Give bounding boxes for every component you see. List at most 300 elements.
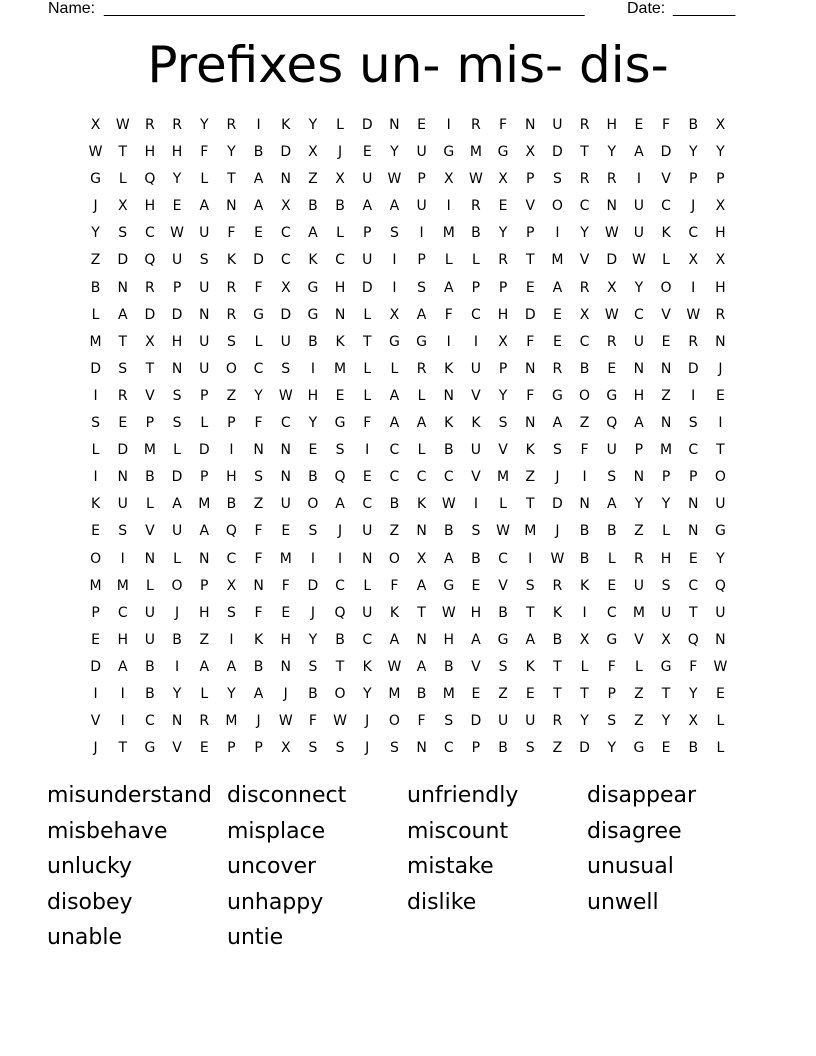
grid-letter: E bbox=[254, 225, 263, 242]
grid-letter: V bbox=[634, 631, 644, 648]
grid-letter: R bbox=[606, 171, 617, 188]
grid-letter: E bbox=[91, 523, 100, 540]
grid-letter: B bbox=[606, 523, 617, 540]
grid-letter: T bbox=[362, 333, 372, 350]
grid-letter: C bbox=[280, 252, 291, 269]
grid-letter: D bbox=[171, 469, 183, 486]
grid-letter: I bbox=[528, 550, 533, 567]
grid-letter: Q bbox=[144, 171, 156, 188]
grid-letter: F bbox=[444, 306, 453, 323]
grid-letter: T bbox=[553, 685, 562, 702]
grid-letter: S bbox=[118, 523, 128, 540]
grid-letter: S bbox=[226, 604, 236, 621]
grid-letter: C bbox=[253, 360, 264, 377]
grid-letter: C bbox=[498, 550, 508, 567]
grid-letter: V bbox=[145, 523, 155, 540]
grid-letter: R bbox=[199, 713, 210, 730]
grid-letter: M bbox=[497, 469, 510, 486]
grid-letter: A bbox=[253, 198, 264, 215]
grid-letter: A bbox=[199, 198, 210, 215]
grid-letter: B bbox=[145, 469, 155, 486]
grid-letter: L bbox=[254, 333, 263, 350]
grid-letter: P bbox=[227, 415, 236, 432]
grid-letter: V bbox=[579, 252, 590, 269]
grid-letter: S bbox=[281, 360, 291, 377]
grid-letter: Y bbox=[498, 387, 508, 404]
grid-letter: L bbox=[91, 306, 100, 323]
grid-letter: U bbox=[171, 252, 183, 269]
grid-letter: G bbox=[90, 171, 101, 188]
grid-letter: R bbox=[226, 117, 237, 133]
grid-letter: S bbox=[688, 415, 698, 432]
grid-letter: B bbox=[172, 631, 182, 648]
grid-letter: W bbox=[686, 306, 701, 323]
grid-letter: S bbox=[525, 577, 535, 594]
grid-letter: P bbox=[689, 469, 698, 486]
grid-letter: K bbox=[362, 658, 372, 675]
grid-letter: F bbox=[689, 658, 698, 675]
grid-letter: I bbox=[473, 333, 478, 350]
grid-letter: G bbox=[334, 415, 346, 432]
grid-letter: A bbox=[416, 577, 427, 594]
word-bank-item: disagree bbox=[587, 818, 682, 844]
grid-letter: U bbox=[525, 713, 536, 730]
grid-letter: O bbox=[551, 198, 563, 215]
grid-letter: A bbox=[389, 631, 400, 648]
grid-letter: W bbox=[88, 144, 103, 161]
grid-letter: Z bbox=[253, 496, 264, 513]
grid-letter: E bbox=[335, 387, 345, 404]
grid-letter: S bbox=[172, 387, 182, 404]
grid-letter: X bbox=[145, 333, 155, 350]
grid-letter: S bbox=[498, 658, 508, 675]
grid-letter: V bbox=[525, 198, 536, 215]
grid-letter: L bbox=[200, 415, 209, 432]
grid-letter: L bbox=[444, 252, 453, 269]
grid-letter: G bbox=[307, 306, 319, 323]
grid-letter: I bbox=[93, 469, 98, 486]
grid-letter: R bbox=[688, 333, 699, 350]
grid-letter: L bbox=[716, 740, 725, 757]
grid-letter: I bbox=[392, 252, 397, 269]
grid-letter: U bbox=[199, 360, 210, 377]
grid-letter: T bbox=[118, 740, 128, 757]
grid-letter: N bbox=[606, 198, 617, 215]
grid-letter: M bbox=[660, 442, 673, 459]
grid-letter: L bbox=[472, 252, 480, 269]
grid-letter: D bbox=[280, 144, 292, 161]
grid-letter: X bbox=[416, 550, 427, 567]
grid-letter: F bbox=[607, 658, 616, 675]
grid-letter: S bbox=[172, 415, 182, 432]
grid-letter: Z bbox=[579, 415, 590, 432]
grid-letter: C bbox=[579, 333, 590, 350]
grid-letter: A bbox=[552, 279, 563, 296]
grid-letter: E bbox=[281, 523, 291, 540]
grid-letter: A bbox=[308, 225, 318, 242]
grid-letter: N bbox=[280, 442, 291, 459]
grid-letter: O bbox=[660, 279, 672, 296]
grid-letter: N bbox=[633, 360, 645, 377]
word-bank-item: misbehave bbox=[47, 818, 168, 844]
grid-letter: O bbox=[171, 577, 183, 594]
grid-letter: Y bbox=[308, 631, 318, 648]
grid-letter: L bbox=[716, 713, 725, 730]
grid-letter: L bbox=[146, 577, 154, 594]
page-title: Prefixes un- mis- dis- bbox=[147, 36, 669, 94]
grid-letter: R bbox=[471, 117, 481, 133]
grid-letter: J bbox=[365, 740, 370, 757]
grid-letter: O bbox=[579, 387, 591, 404]
grid-letter: S bbox=[254, 469, 264, 486]
grid-letter: U bbox=[199, 279, 210, 296]
grid-letter: N bbox=[416, 740, 427, 757]
grid-letter: N bbox=[171, 360, 183, 377]
grid-letter: S bbox=[552, 442, 562, 459]
grid-letter: E bbox=[552, 333, 562, 350]
grid-letter: E bbox=[715, 387, 725, 404]
grid-letter: T bbox=[118, 333, 128, 350]
grid-letter: U bbox=[633, 198, 645, 215]
grid-letter: B bbox=[308, 685, 318, 702]
grid-letter: H bbox=[334, 279, 346, 296]
grid-letter: V bbox=[661, 171, 671, 188]
grid-letter: M bbox=[442, 225, 455, 242]
grid-letter: Z bbox=[661, 387, 671, 404]
grid-letter: U bbox=[171, 523, 183, 540]
grid-letter: L bbox=[635, 658, 643, 675]
grid-letter: Z bbox=[634, 713, 644, 730]
grid-letter: S bbox=[498, 415, 508, 432]
grid-letter: U bbox=[715, 496, 726, 513]
grid-letter: C bbox=[661, 198, 671, 215]
grid-letter: O bbox=[388, 550, 400, 567]
grid-letter: B bbox=[335, 198, 345, 215]
grid-letter: R bbox=[552, 577, 563, 594]
grid-letter: T bbox=[118, 144, 128, 161]
grid-letter: U bbox=[362, 604, 373, 621]
grid-letter: U bbox=[552, 117, 563, 133]
grid-letter: Y bbox=[498, 225, 508, 242]
grid-letter: N bbox=[389, 117, 400, 133]
grid-letter: D bbox=[552, 496, 563, 513]
grid-letter: O bbox=[307, 496, 319, 513]
grid-letter: M bbox=[279, 550, 292, 567]
grid-letter: Z bbox=[525, 469, 536, 486]
grid-letter: C bbox=[362, 496, 373, 513]
word-bank-item: unfriendly bbox=[407, 783, 519, 808]
header-row bbox=[48, 0, 748, 20]
word-bank-item: uncover bbox=[227, 854, 317, 879]
grid-letter: R bbox=[416, 360, 427, 377]
word-bank bbox=[47, 778, 767, 956]
word-bank-item: mistake bbox=[407, 854, 494, 879]
grid-letter: S bbox=[389, 740, 399, 757]
grid-letter: Z bbox=[199, 631, 210, 648]
grid-letter: I bbox=[310, 550, 315, 567]
grid-letter: E bbox=[91, 631, 100, 648]
grid-letter: A bbox=[443, 279, 454, 296]
grid-letter: P bbox=[498, 279, 508, 296]
grid-letter: N bbox=[660, 360, 672, 377]
grid-letter: T bbox=[525, 252, 535, 269]
grid-letter: M bbox=[198, 496, 211, 513]
grid-letter: J bbox=[555, 523, 560, 540]
grid-letter: D bbox=[470, 713, 482, 730]
grid-letter: L bbox=[363, 577, 372, 594]
grid-letter: U bbox=[362, 523, 373, 540]
grid-letter: K bbox=[661, 225, 671, 242]
grid-letter: T bbox=[553, 658, 562, 675]
grid-letter: D bbox=[552, 144, 563, 161]
grid-letter: R bbox=[552, 713, 563, 730]
grid-letter: F bbox=[526, 387, 535, 404]
grid-letter: U bbox=[633, 333, 645, 350]
grid-letter: I bbox=[446, 198, 451, 215]
grid-letter: K bbox=[552, 604, 562, 621]
grid-letter: I bbox=[419, 225, 424, 242]
grid-letter: K bbox=[444, 415, 454, 432]
grid-letter: Y bbox=[172, 171, 182, 188]
grid-letter: E bbox=[172, 198, 182, 215]
grid-letter: C bbox=[443, 469, 454, 486]
grid-letter: Y bbox=[390, 144, 399, 161]
grid-letter: X bbox=[715, 117, 726, 133]
grid-letter: D bbox=[280, 306, 292, 323]
grid-letter: Y bbox=[227, 685, 236, 702]
grid-letter: T bbox=[525, 604, 535, 621]
word-bank-item: unhappy bbox=[227, 889, 324, 915]
grid-letter: A bbox=[389, 415, 400, 432]
grid-letter: O bbox=[90, 550, 102, 567]
grid-letter: R bbox=[226, 279, 237, 296]
grid-letter: C bbox=[471, 306, 481, 323]
grid-letter: G bbox=[144, 740, 156, 757]
grid-letter: B bbox=[579, 550, 590, 567]
grid-letter: C bbox=[280, 225, 291, 242]
grid-letter: A bbox=[606, 496, 617, 513]
grid-letter: M bbox=[143, 442, 156, 459]
grid-letter: P bbox=[91, 604, 100, 621]
grid-letter: X bbox=[688, 252, 699, 269]
grid-letter: X bbox=[498, 333, 508, 350]
grid-letter: T bbox=[145, 360, 155, 377]
grid-letter: B bbox=[579, 523, 590, 540]
grid-letter: U bbox=[362, 252, 373, 269]
grid-letter: I bbox=[392, 279, 397, 296]
grid-letter: S bbox=[118, 360, 128, 377]
grid-letter: B bbox=[471, 550, 481, 567]
grid-letter: P bbox=[661, 469, 671, 486]
grid-letter: W bbox=[387, 658, 402, 675]
grid-letter: R bbox=[172, 117, 182, 133]
grid-letter: B bbox=[471, 225, 481, 242]
grid-letter: J bbox=[283, 685, 288, 702]
grid-letter: I bbox=[718, 415, 723, 432]
grid-letter: C bbox=[145, 225, 155, 242]
grid-letter: W bbox=[278, 387, 293, 404]
grid-letter: N bbox=[688, 496, 699, 513]
grid-letter: S bbox=[118, 225, 128, 242]
grid-letter: B bbox=[416, 685, 427, 702]
grid-letter: N bbox=[280, 469, 291, 486]
grid-letter: P bbox=[200, 387, 209, 404]
grid-letter: I bbox=[120, 713, 125, 730]
grid-letter: X bbox=[280, 279, 291, 296]
grid-letter: K bbox=[579, 577, 590, 594]
grid-letter: F bbox=[254, 550, 263, 567]
date-label: Date: bbox=[627, 0, 666, 17]
grid-letter: U bbox=[470, 442, 482, 459]
grid-letter: P bbox=[145, 415, 155, 432]
grid-letter: J bbox=[365, 713, 370, 730]
grid-letter: C bbox=[362, 631, 373, 648]
grid-letter: H bbox=[198, 604, 210, 621]
grid-letter: G bbox=[714, 523, 726, 540]
grid-letter: I bbox=[93, 387, 98, 404]
grid-letter: A bbox=[634, 144, 644, 161]
grid-letter: S bbox=[417, 279, 427, 296]
grid-letter: P bbox=[607, 685, 616, 702]
grid-letter: U bbox=[470, 360, 482, 377]
grid-letter: H bbox=[497, 306, 509, 323]
grid-letter: M bbox=[334, 360, 347, 377]
grid-letter: B bbox=[308, 333, 318, 350]
grid-letter: I bbox=[338, 550, 343, 567]
grid-letter: X bbox=[90, 117, 101, 133]
grid-letter: Y bbox=[688, 144, 698, 161]
grid-letter: R bbox=[471, 198, 481, 215]
grid-letter: J bbox=[93, 198, 98, 215]
grid-letter: X bbox=[715, 252, 726, 269]
grid-letter: U bbox=[497, 713, 509, 730]
grid-letter: B bbox=[226, 496, 237, 513]
grid-letter: K bbox=[389, 604, 399, 621]
grid-letter: B bbox=[335, 631, 345, 648]
grid-letter: D bbox=[660, 144, 672, 161]
grid-letter: X bbox=[579, 631, 590, 648]
grid-letter: J bbox=[175, 604, 180, 621]
grid-letter: B bbox=[90, 279, 101, 296]
grid-letter: H bbox=[144, 198, 156, 215]
grid-letter: G bbox=[660, 658, 672, 675]
grid-letter: N bbox=[199, 306, 210, 323]
grid-letter: P bbox=[200, 577, 209, 594]
grid-letter: Y bbox=[172, 685, 182, 702]
grid-letter: I bbox=[446, 117, 451, 133]
grid-letter: L bbox=[417, 387, 426, 404]
grid-letter: C bbox=[226, 550, 237, 567]
grid-letter: N bbox=[226, 198, 237, 215]
grid-letter: P bbox=[254, 740, 263, 757]
grid-letter: W bbox=[496, 523, 510, 540]
grid-letter: W bbox=[550, 550, 565, 567]
grid-letter: N bbox=[334, 306, 346, 323]
grid-letter: I bbox=[120, 550, 125, 567]
grid-letter: F bbox=[308, 713, 317, 730]
grid-letter: R bbox=[579, 279, 590, 296]
grid-letter: Z bbox=[634, 523, 644, 540]
grid-letter: A bbox=[172, 496, 182, 513]
grid-letter: N bbox=[144, 550, 156, 567]
grid-letter: B bbox=[688, 117, 699, 133]
grid-letter: V bbox=[498, 577, 508, 594]
grid-letter: L bbox=[336, 117, 344, 133]
grid-letter: A bbox=[335, 496, 345, 513]
grid-letter: F bbox=[390, 577, 399, 594]
grid-letter: F bbox=[363, 415, 372, 432]
grid-letter: B bbox=[443, 523, 454, 540]
grid-letter: A bbox=[471, 631, 481, 648]
grid-letter: E bbox=[661, 333, 671, 350]
grid-letter: U bbox=[199, 333, 210, 350]
grid-letter: I bbox=[365, 442, 370, 459]
grid-letter: E bbox=[552, 306, 562, 323]
grid-letter: X bbox=[280, 198, 291, 215]
grid-letter: Y bbox=[716, 550, 725, 567]
grid-letter: R bbox=[579, 117, 590, 133]
grid-letter: J bbox=[310, 604, 315, 621]
grid-letter: S bbox=[444, 713, 454, 730]
grid-letter: B bbox=[308, 198, 318, 215]
grid-letter: M bbox=[388, 685, 401, 702]
grid-letter: I bbox=[555, 225, 560, 242]
grid-letter: A bbox=[117, 658, 128, 675]
grid-letter: A bbox=[389, 387, 400, 404]
grid-letter: Y bbox=[308, 415, 318, 432]
grid-letter: G bbox=[551, 387, 563, 404]
grid-letter: Y bbox=[634, 496, 644, 513]
grid-letter: T bbox=[227, 171, 236, 188]
grid-letter: G bbox=[633, 740, 645, 757]
grid-letter: Z bbox=[308, 171, 318, 188]
grid-letter: S bbox=[389, 225, 399, 242]
grid-letter: L bbox=[91, 442, 100, 459]
grid-letter: K bbox=[253, 631, 264, 648]
grid-letter: D bbox=[361, 117, 373, 133]
grid-letter: F bbox=[254, 604, 263, 621]
grid-letter: B bbox=[145, 685, 155, 702]
grid-letter: Y bbox=[580, 225, 589, 242]
grid-letter: K bbox=[281, 117, 291, 133]
grid-letter: B bbox=[552, 631, 563, 648]
grid-letter: D bbox=[171, 306, 183, 323]
grid-letter: X bbox=[715, 198, 726, 215]
grid-letter: N bbox=[117, 469, 128, 486]
grid-letter: C bbox=[579, 198, 590, 215]
grid-letter: N bbox=[253, 577, 264, 594]
grid-letter: K bbox=[335, 333, 345, 350]
grid-letter: L bbox=[580, 658, 589, 675]
grid-letter: L bbox=[662, 523, 670, 540]
word-bank-item: misplace bbox=[227, 818, 326, 844]
grid-letter: E bbox=[607, 360, 617, 377]
grid-letter: X bbox=[335, 171, 345, 188]
grid-letter: P bbox=[689, 171, 698, 188]
grid-letter: S bbox=[525, 740, 535, 757]
grid-letter: Y bbox=[254, 387, 263, 404]
grid-letter: M bbox=[524, 523, 537, 540]
grid-letter: A bbox=[416, 658, 427, 675]
grid-letter: I bbox=[229, 631, 234, 648]
grid-letter: P bbox=[526, 225, 535, 242]
grid-letter: A bbox=[253, 685, 264, 702]
grid-letter: U bbox=[633, 577, 645, 594]
grid-letter: L bbox=[417, 442, 426, 459]
grid-letter: B bbox=[253, 144, 264, 161]
grid-letter: N bbox=[688, 523, 699, 540]
grid-letter: N bbox=[525, 415, 536, 432]
